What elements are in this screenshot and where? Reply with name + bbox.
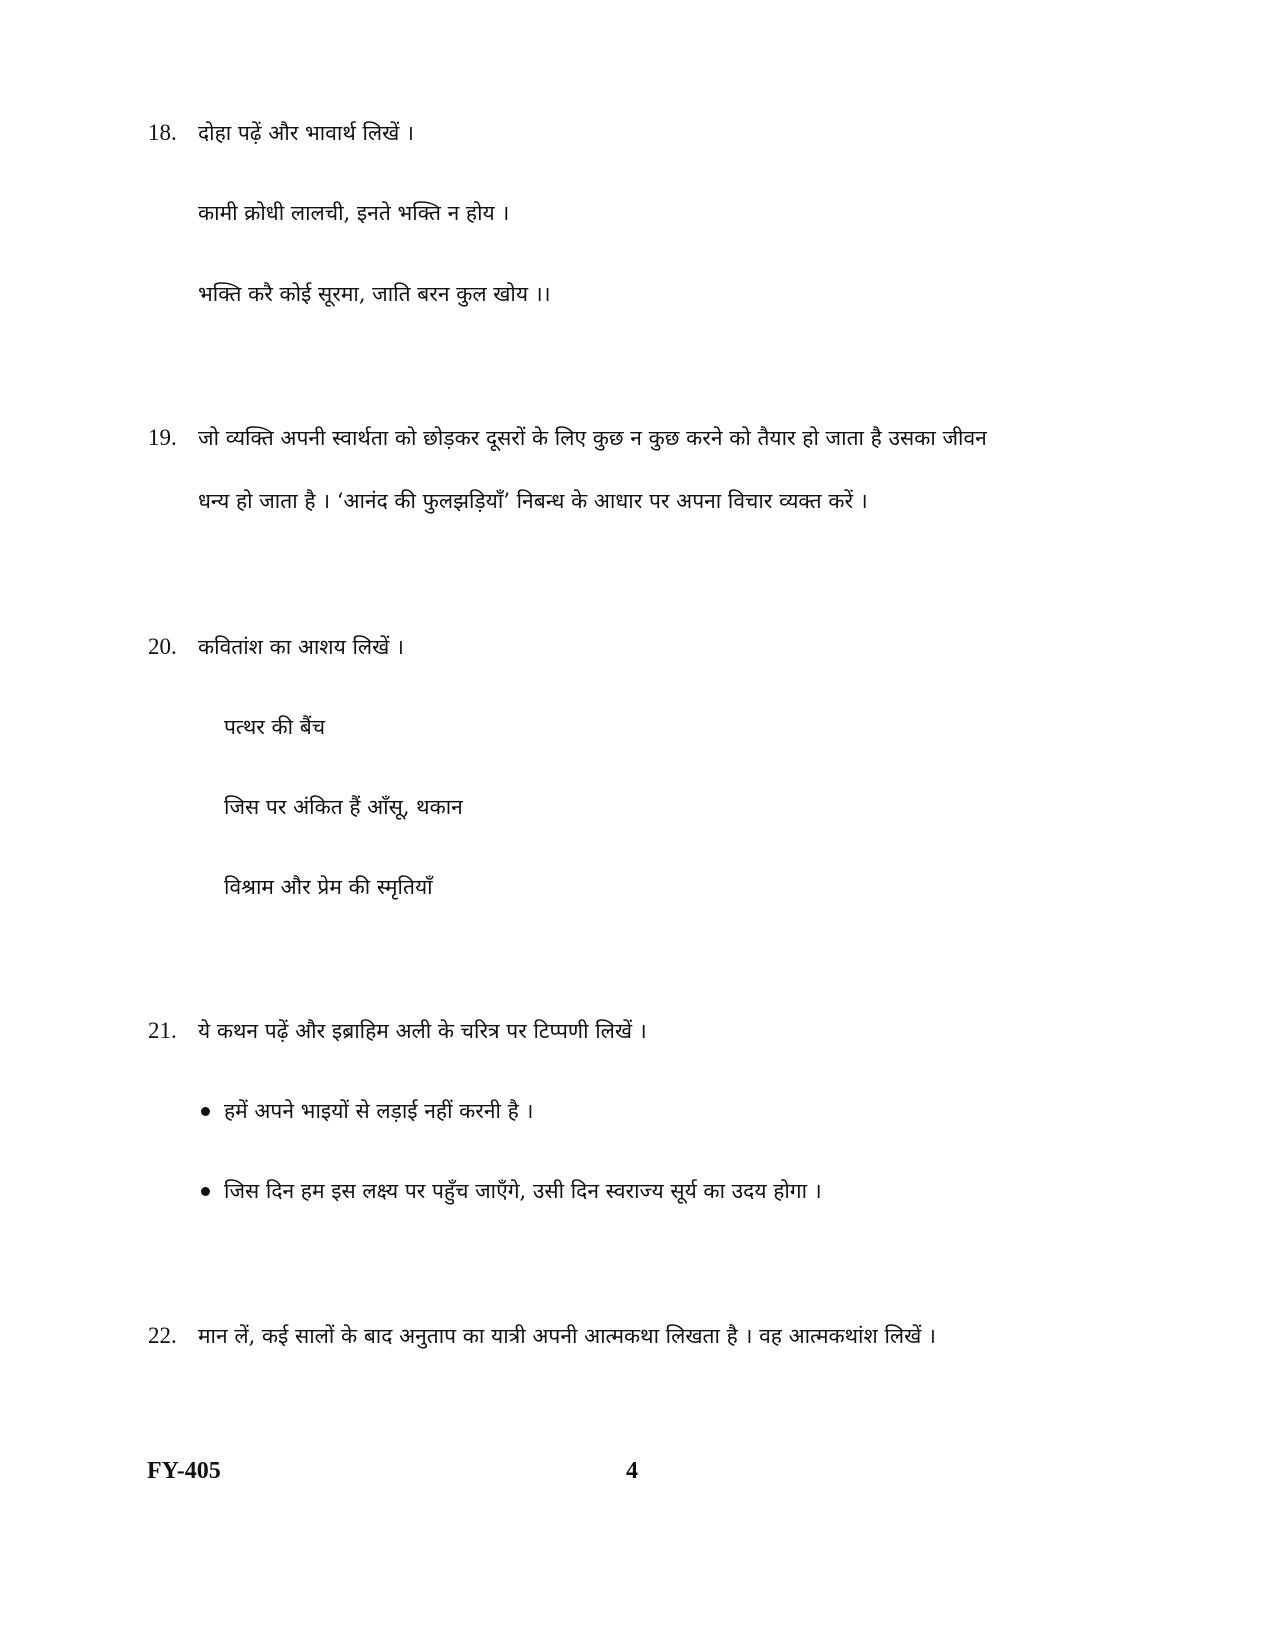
question-prompt: कवितांश का आशय लिखें । [198,635,404,659]
question-prompt: धन्य हो जाता है । ‘आनंद की फुलझड़ियाँ’ निबन्ध के आधार पर अपना विचार व्यक्त करें । [198,489,868,513]
question-prompt: मान लें, कई सालों के बाद अनुताप का यात्री अपनी आत्मकथा लिखता है । वह आत्मकथांश लिखें । [198,1324,936,1348]
exam-code: FY-405 [147,1458,221,1484]
question-number: 18. [148,120,177,145]
bullet-icon [201,1107,210,1116]
poem-line: विश्राम और प्रेम की स्मृतियाँ [224,875,433,899]
question-prompt: ये कथन पढ़ें और इब्राहिम अली के चरित्र पर टिप्पणी लिखें । [198,1019,647,1043]
question-prompt: दोहा पढ़ें और भावार्थ लिखें । [198,121,414,145]
question-prompt: जो व्यक्ति अपनी स्वार्थता को छोड़कर दूसरों के लिए कुछ न कुछ करने को तैयार हो जाता है उसका जीवन [198,426,987,450]
poem-line: पत्थर की बैंच [224,715,326,739]
question-number: 22. [148,1323,177,1348]
bullet-text: हमें अपने भाइयों से लड़ाई नहीं करनी है । [224,1099,534,1123]
bullet-text: जिस दिन हम इस लक्ष्य पर पहुँच जाएँगे, उसी दिन स्वराज्य सूर्य का उदय होगा । [224,1179,822,1203]
couplet-line: कामी क्रोधी लालची, इनते भक्ति न होय । [198,201,510,225]
question-number: 20. [148,634,177,659]
page-number: 4 [626,1458,638,1484]
question-number: 21. [148,1018,177,1043]
couplet-line: भक्ति करै कोई सूरमा, जाति बरन कुल खोय ।। [198,282,551,306]
question-number: 19. [148,425,177,450]
poem-line: जिस पर अंकित हैं आँसू, थकान [224,795,463,819]
bullet-icon [201,1187,210,1196]
